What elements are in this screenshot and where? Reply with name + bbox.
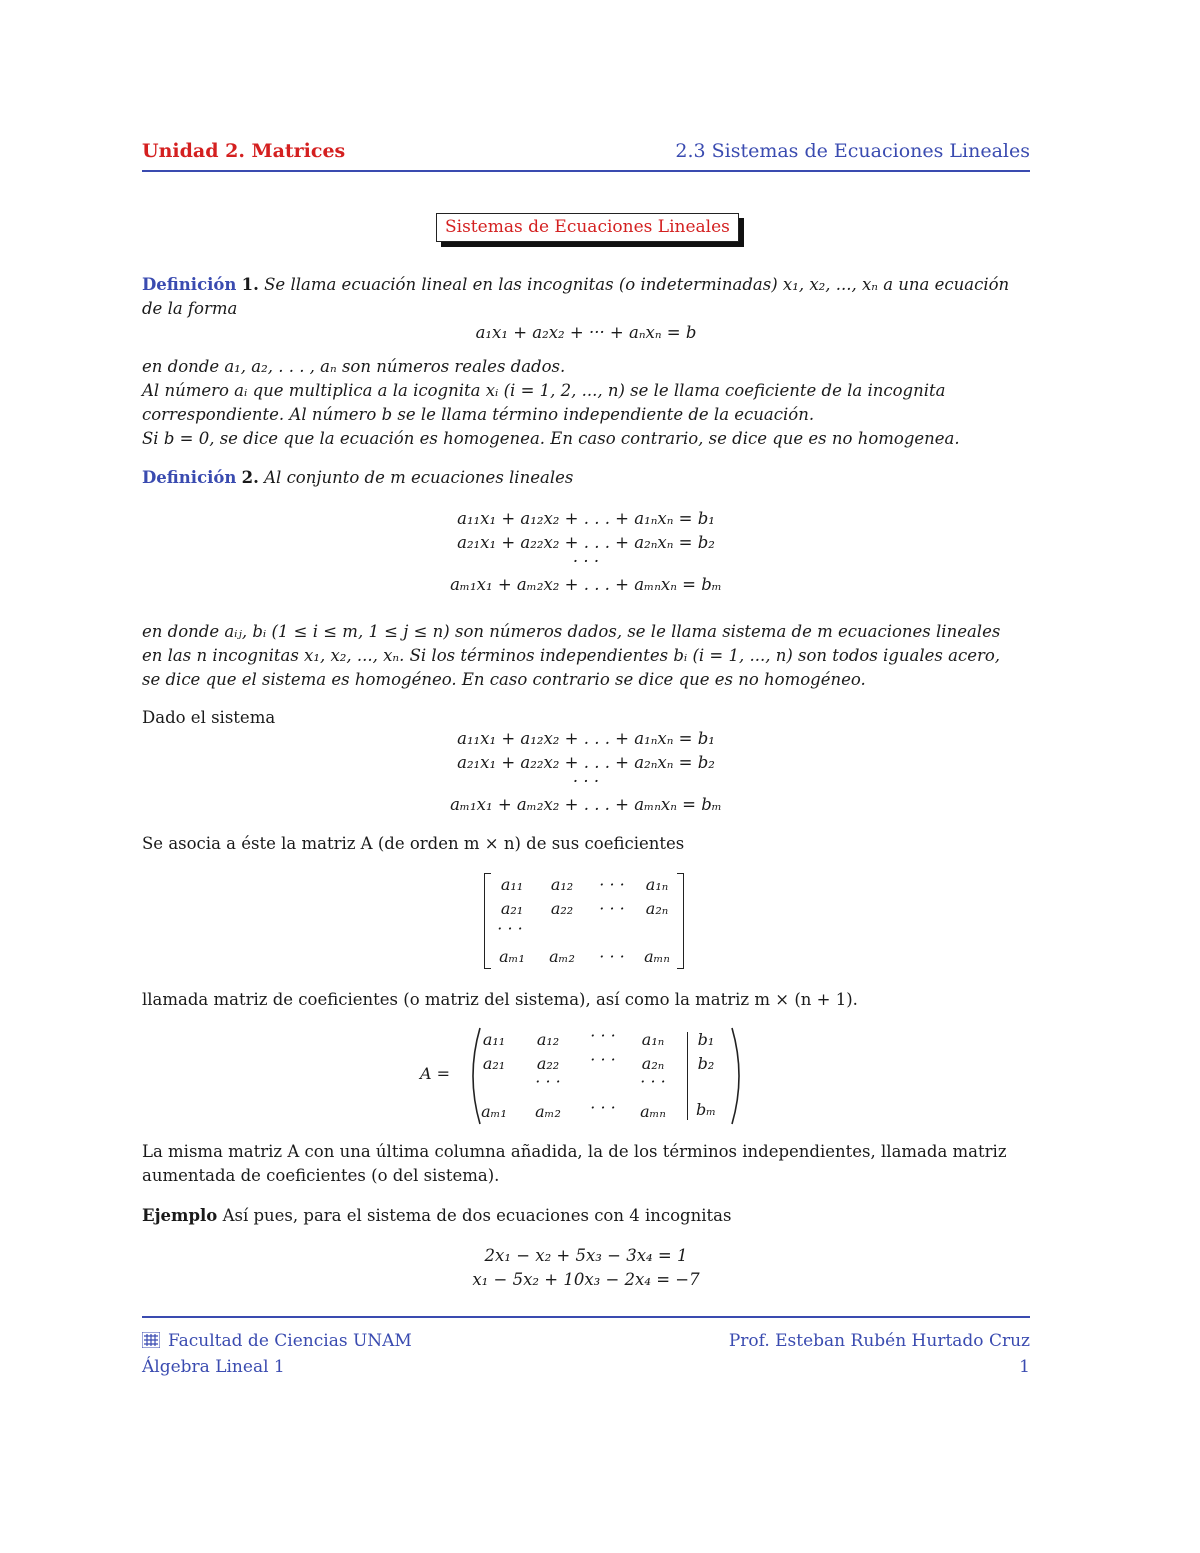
footer-professor: Prof. Esteban Rubén Hurtado Cruz	[728, 1331, 1030, 1351]
augmented-description	[142, 1140, 1030, 1188]
m2-cell: b₁	[697, 1030, 715, 1049]
m1-cell: aₘ₂	[549, 947, 575, 966]
m2-cell: · · ·	[640, 1072, 666, 1091]
m2-cell: a₂ₙ	[641, 1054, 665, 1073]
m1-cell: aₘₙ	[644, 947, 670, 966]
section-title-box: Sistemas de Ecuaciones Lineales	[436, 213, 739, 242]
header-section-title: 2.3 Sistemas de Ecuaciones Lineales	[675, 140, 1030, 162]
m1-cell: · · ·	[497, 919, 523, 938]
aug-line-1: La misma matriz A con una última columna añadida, la de los términos independientes, llamada matriz	[142, 1142, 1007, 1161]
def1-line-3: correspondiente. Al número b se le llama término independiente de la ecuación.	[142, 405, 815, 424]
def2-number: 2.	[241, 468, 259, 487]
footer-right	[729, 1328, 1030, 1380]
definition-1	[142, 273, 1030, 321]
footer-left	[142, 1328, 412, 1380]
given-eq-2: a₂₁x₁ + a₂₂x₂ + . . . + a₂ₙxₙ = b₂	[457, 753, 715, 772]
def2-eq-dots: · · ·	[572, 552, 600, 571]
m2-cell: aₘ₂	[535, 1102, 561, 1121]
definition-2	[142, 466, 1030, 490]
unam-logo-icon	[142, 1332, 160, 1348]
def2-line-1: en donde aᵢⱼ, bᵢ (1 ≤ i ≤ m, 1 ≤ j ≤ n) son números dados, se le llama sistema de m ecuaciones lineales	[142, 622, 1001, 641]
def1-line-4: Si b = 0, se dice que la ecuación es homogenea. En caso contrario, se dice que es no homogenea.	[142, 429, 960, 448]
footer-faculty: Facultad de Ciencias UNAM	[168, 1331, 412, 1351]
def1-line-1: en donde a₁, a₂, . . . , aₙ son números reales dados.	[142, 357, 566, 376]
given-assoc: Se asocia a éste la matriz A (de orden m × n) de sus coeficientes	[142, 834, 685, 853]
m2-cell: · · ·	[590, 1026, 616, 1045]
example-text: Así pues, para el sistema de dos ecuaciones con 4 incognitas	[222, 1206, 732, 1225]
example-eq-1: 2x₁ − x₂ + 5x₃ − 3x₄ = 1	[484, 1246, 688, 1265]
def2-system	[142, 507, 1030, 597]
example	[142, 1204, 1030, 1228]
def1-text-c: de la forma	[142, 299, 238, 318]
page-header	[142, 140, 1030, 168]
def1-label: Definición	[142, 275, 237, 294]
m1-cell: · · ·	[599, 899, 625, 918]
m1-cell: · · ·	[599, 947, 625, 966]
def2-eq-m: aₘ₁x₁ + aₘ₂x₂ + . . . + aₘₙxₙ = bₘ	[450, 575, 722, 594]
def1-vars: x₁, x₂, ..., xₙ	[782, 275, 878, 294]
footer-course: Álgebra Lineal 1	[142, 1357, 285, 1377]
m1-cell: a₁ₙ	[645, 875, 669, 894]
example-label: Ejemplo	[142, 1206, 218, 1225]
m2-cell: · · ·	[590, 1098, 616, 1117]
m1-cell: a₂₂	[550, 899, 574, 918]
given-eq-m: aₘ₁x₁ + aₘ₂x₂ + . . . + aₘₙxₙ = bₘ	[450, 795, 722, 814]
m2-cell: aₘₙ	[640, 1102, 666, 1121]
def1-equation: a₁x₁ + a₂x₂ + ··· + aₙxₙ = b	[475, 323, 697, 342]
def1-line-2: Al número aᵢ que multiplica a la icognita xᵢ (i = 1, 2, ..., n) se le llama coeficiente de la incognita	[142, 381, 946, 400]
m2-cell: a₂₁	[482, 1054, 506, 1073]
m2-cell: · · ·	[590, 1050, 616, 1069]
augmented-matrix	[420, 1026, 750, 1126]
def2-label: Definición	[142, 468, 237, 487]
given-eq-dots: · · ·	[572, 772, 600, 791]
m2-cell: · · ·	[535, 1072, 561, 1091]
def2-eq-1: a₁₁x₁ + a₁₂x₂ + . . . + a₁ₙxₙ = b₁	[457, 509, 715, 528]
coefficient-matrix	[484, 873, 684, 969]
m2-cell: aₘ₁	[481, 1102, 507, 1121]
augmented-matrix-lhs: A =	[420, 1064, 451, 1083]
def1-number: 1.	[241, 275, 259, 294]
def2-body	[142, 620, 1030, 692]
def1-body	[142, 355, 1030, 451]
m1-cell: a₁₂	[550, 875, 574, 894]
header-unit-title: Unidad 2. Matrices	[142, 140, 346, 162]
m2-cell: a₁ₙ	[641, 1030, 665, 1049]
footer-rule	[142, 1316, 1030, 1318]
given-intro: Dado el sistema	[142, 708, 276, 727]
m2-cell: a₁₁	[482, 1030, 506, 1049]
m2-cell: bₘ	[695, 1100, 717, 1119]
given-system	[142, 727, 1030, 817]
m1-cell: a₁₁	[500, 875, 524, 894]
def2-text: Al conjunto de m ecuaciones lineales	[264, 468, 574, 487]
example-eq-2: x₁ − 5x₂ + 10x₃ − 2x₄ = −7	[472, 1270, 700, 1289]
m1-cell: · · ·	[599, 875, 625, 894]
aug-line-2: aumentada de coeficientes (o del sistema).	[142, 1166, 500, 1185]
given-eq-1: a₁₁x₁ + a₁₂x₂ + . . . + a₁ₙxₙ = b₁	[457, 729, 715, 748]
m2-cell: a₁₂	[536, 1030, 560, 1049]
def1-text-b: a una ecuación	[883, 275, 1010, 294]
def2-line-2: en las n incognitas x₁, x₂, ..., xₙ. Si los términos independientes bᵢ (i = 1, ..., n) son todos iguales acero,	[142, 646, 1001, 665]
footer-page-number: 1	[1019, 1357, 1030, 1377]
def2-line-3: se dice que el sistema es homogéneo. En caso contrario se dice que es no homogéneo.	[142, 670, 866, 689]
m2-cell: a₂₂	[536, 1054, 560, 1073]
m1-cell: a₂₁	[500, 899, 524, 918]
header-rule	[142, 170, 1030, 172]
named-matrix-text: llamada matriz de coeficientes (o matriz del sistema), así como la matriz m × (n + 1).	[142, 990, 858, 1009]
def1-text-a: Se llama ecuación lineal en las incognitas (o indeterminadas)	[264, 275, 778, 294]
def2-eq-2: a₂₁x₁ + a₂₂x₂ + . . . + a₂ₙxₙ = b₂	[457, 533, 715, 552]
m1-cell: a₂ₙ	[645, 899, 669, 918]
m2-cell: b₂	[697, 1054, 715, 1073]
m1-cell: aₘ₁	[499, 947, 525, 966]
